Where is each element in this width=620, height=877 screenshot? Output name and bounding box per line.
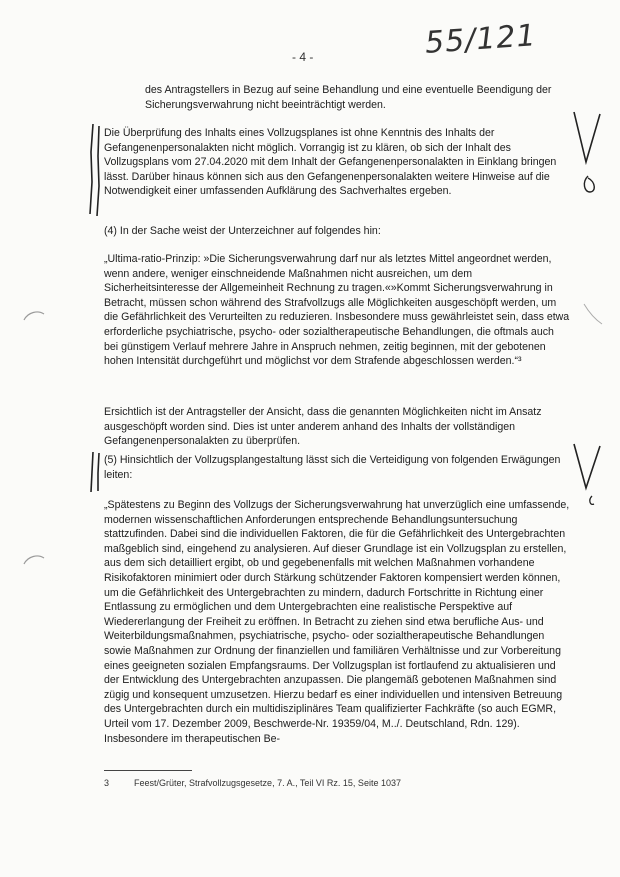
paragraph-continuation: des Antragstellers in Bezug auf seine Behandlung und eine eventuelle Beendigung der Sicherungsverwahrung nicht beeinträchtigt werden. — [145, 84, 552, 111]
footnote-number: 3 — [104, 778, 110, 788]
margin-bracket-left-2 — [84, 450, 104, 494]
paragraph-point-5-intro: (5) Hinsichtlich der Vollzugsplangestaltung lässt sich die Verteidigung von folgenden Erwägungen leiten: — [104, 454, 561, 481]
footnote-divider — [104, 770, 192, 771]
paragraph-ultima-ratio-quote: „Ultima-ratio-Prinzip: »Die Sicherungsverwahrung darf nur als letztes Mittel angeordnet werden, wenn andere, weniger einschneidende Maßnahmen nicht ausreichen, um dem Sicherheitsinteresse der Allgemeinheit Rechnung zu tragen.«»Kommt Sicherungsverwahrung in Betracht, müssen schon während des Strafvollzugs alle Möglichkeiten ausgeschöpft werden, um die Gefährlichkeit des Verurteilten zu reduzieren. Insbesondere muss gewährleistet sein, dass etwa erforderliche psychiatrische, psycho- oder sozialtherapeutische Behandlungen, die oftmals auch bei günstigem Verlauf mehrere Jahre in Anspruch nehmen, zeitig beginnen, mit der gebotenen hohen Intensität durchgeführt und möglichst vor dem Strafende abgeschlossen werden.“³ — [104, 253, 570, 368]
handwritten-page-note: 55/121 — [423, 18, 538, 61]
punch-hole-mark-bottom — [22, 552, 46, 568]
margin-bracket-left-1 — [84, 122, 104, 218]
footnote — [104, 778, 570, 788]
punch-hole-mark-top — [22, 308, 46, 324]
margin-checkmark-right-2 — [570, 440, 610, 510]
page-number: - 4 - — [292, 50, 314, 64]
margin-checkmark-right-1 — [570, 108, 610, 198]
scan-artifact-right — [580, 300, 606, 330]
paragraph-review-requirement: Die Überprüfung des Inhalts eines Vollzugsplanes ist ohne Kenntnis des Inhalts der Gefangenenpersonalakten nicht möglich. Vorrangig ist zu klären, ob sich der Inhalt des Vollzugsplans vom 27.04.2020 mit dem Inhalt der Gefangenenpersonalakten in Einklang bringen lässt. Darüber hinaus können sich aus den Gefangenenpersonalakten weitere Hinweise auf die Notwendigkeit einer umfassenden Aufklärung des Sachverhaltes ergeben. — [104, 127, 557, 198]
paragraph-plan-quote: „Spätestens zu Beginn des Vollzugs der Sicherungsverwahrung hat unverzüglich eine umfassende, modernen wissenschaftlichen Anforderungen entsprechende Behandlungsuntersuchung stattzufinden. Dabei sind die individuellen Faktoren, die für die Gefährlichkeit des Untergebrachten maßgeblich sind, eingehend zu analysieren. Auf dieser Grundlage ist ein Vollzugsplan zu erstellen, aus dem sich detailliert ergibt, ob und gegebenenfalls mit welchen Maßnahmen vorhandene Risikofaktoren minimiert oder durch Stärkung schützender Faktoren kompensiert werden können, um die Gefährlichkeit des Untergebrachten zu mindern, dadurch Fortschritte in Richtung einer Entlassung zu ermöglichen und dem Untergebrachten eine realistische Perspektive auf Wiedererlangung der Freiheit zu eröffnen. In Betracht zu ziehen sind etwa berufliche Aus- und Weiterbildungsmaßnahmen, psychiatrische, psycho- oder sozialtherapeutische Behandlungen sowie Maßnahmen zur Ordnung der finanziellen und familiären Verhältnisse und zur Vorbereitung eines geeigneten sozialen Empfangsraums. Der Vollzugsplan ist fortlaufend zu aktualisieren und der Entwicklung des Untergebrachten anzupassen. Die plangemäß gebotenen Maßnahmen sind zügig und konsequent umzusetzen. Hierzu bedarf es einer individuellen und intensiven Betreuung des Untergebrachten durch ein multidisziplinäres Team qualifizierter Fachkräfte (so auch EGMR, Urteil vom 17. Dezember 2009, Beschwerde-Nr. 19359/04, M../. Deutschland, Rdn. 129). Insbesondere im therapeutischen Be- — [104, 499, 570, 745]
paragraph-applicant-view: Ersichtlich ist der Antragsteller der Ansicht, dass die genannten Möglichkeiten nicht im Ansatz ausgeschöpft worden sind. Dies ist unter anderem anhand des Inhalts der vollständigen Gefangenenpersonalakten zu überprüfen. — [104, 406, 542, 448]
paragraph-point-4-intro: (4) In der Sache weist der Unterzeichner auf folgendes hin: — [104, 225, 381, 237]
footnote-text: Feest/Grüter, Strafvollzugsgesetze, 7. A., Teil VI Rz. 15, Seite 1037 — [134, 778, 401, 788]
